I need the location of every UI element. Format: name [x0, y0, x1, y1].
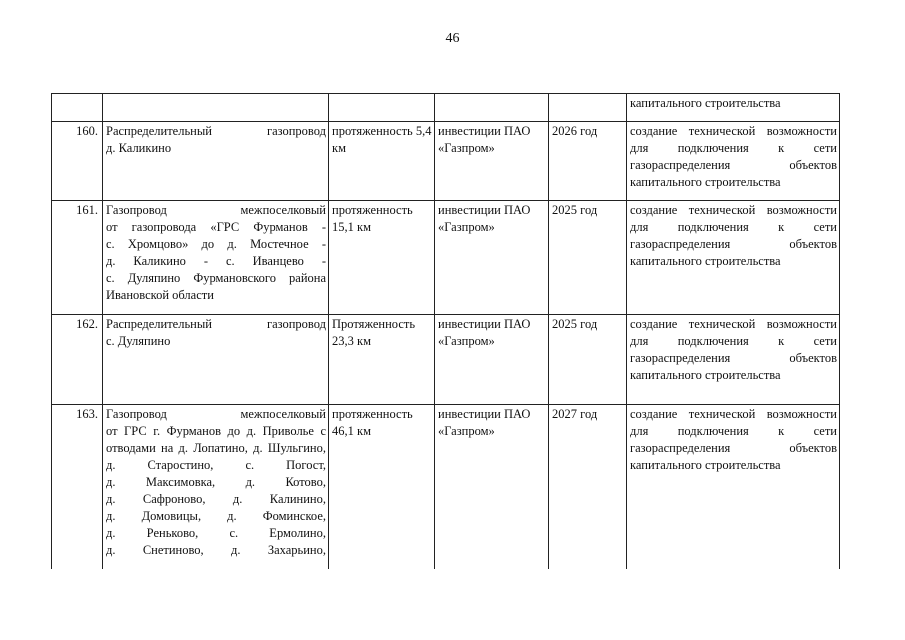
name-line: д. Каликино - с. Иванцево - — [106, 254, 326, 268]
name-line: отводами на д. Лопатино, д. Шульгино, — [106, 441, 326, 455]
result-line: для подключения к сети — [630, 334, 837, 348]
cell-result — [627, 201, 840, 315]
cell-name — [103, 405, 329, 569]
cell-name — [103, 94, 329, 122]
result-line: газораспределения объектов — [630, 441, 837, 455]
name-line: д. Каликино — [106, 141, 172, 155]
page-number: 46 — [445, 31, 460, 46]
row-number: 162. — [52, 315, 103, 405]
cell-name — [103, 315, 329, 405]
name-line: с. Дуляпино Фурмановского района — [106, 271, 326, 285]
name-line: д. Максимовка, д. Котово, — [106, 475, 326, 489]
cell-source: инвестиции ПАО «Газпром» — [435, 201, 549, 315]
name-line: с. Хромцово» до д. Мостечное - — [106, 237, 326, 251]
cell-name — [103, 122, 329, 201]
result-line: создание технической возможности — [630, 407, 837, 421]
table-row — [52, 201, 840, 315]
table-row — [52, 315, 840, 405]
cell-result — [627, 94, 840, 122]
cell-year: 2027 год — [549, 405, 627, 569]
result-line: создание технической возможности — [630, 317, 837, 331]
cell-source: инвестиции ПАО «Газпром» — [435, 405, 549, 569]
cell-year — [549, 94, 627, 122]
table-row-carryover — [52, 94, 840, 122]
result-line: для подключения к сети — [630, 141, 837, 155]
name-line: д. Сафроново, д. Калинино, — [106, 492, 326, 506]
cell-size — [329, 94, 435, 122]
result-text: капитального строительства — [630, 96, 781, 110]
gas-pipeline-table — [51, 93, 840, 569]
cell-result — [627, 405, 840, 569]
cell-size: Протяженность 23,3 км — [329, 315, 435, 405]
name-line: Распределительный газопровод — [106, 124, 326, 138]
cell-source — [435, 94, 549, 122]
name-line: д. Снетиново, д. Захарьино, — [106, 543, 326, 557]
cell-size: протяженность 46,1 км — [329, 405, 435, 569]
name-line: от ГРС г. Фурманов до д. Приволье с — [106, 424, 326, 438]
cell-source: инвестиции ПАО «Газпром» — [435, 122, 549, 201]
result-line: капитального строительства — [630, 175, 781, 189]
name-line: д. Реньково, с. Ермолино, — [106, 526, 326, 540]
result-line: для подключения к сети — [630, 220, 837, 234]
cell-num — [52, 94, 103, 122]
result-line: газораспределения объектов — [630, 158, 837, 172]
result-line: газораспределения объектов — [630, 351, 837, 365]
name-line: Ивановской области — [106, 288, 214, 302]
cell-year: 2025 год — [549, 201, 627, 315]
cell-result — [627, 315, 840, 405]
cell-source: инвестиции ПАО «Газпром» — [435, 315, 549, 405]
name-line: Распределительный газопровод — [106, 317, 326, 331]
result-line: создание технической возможности — [630, 124, 837, 138]
row-number: 163. — [52, 405, 103, 569]
cell-year: 2026 год — [549, 122, 627, 201]
result-line: капитального строительства — [630, 458, 781, 472]
cell-year: 2025 год — [549, 315, 627, 405]
name-line: Газопровод межпоселковый — [106, 203, 326, 217]
result-line: капитального строительства — [630, 254, 781, 268]
name-line: Газопровод межпоселковый — [106, 407, 326, 421]
table-row — [52, 122, 840, 201]
result-line: для подключения к сети — [630, 424, 837, 438]
cell-size: протяженность 15,1 км — [329, 201, 435, 315]
result-line: газораспределения объектов — [630, 237, 837, 251]
cell-result — [627, 122, 840, 201]
result-line: капитального строительства — [630, 368, 781, 382]
name-line: д. Старостино, с. Погост, — [106, 458, 326, 472]
name-line: с. Дуляпино — [106, 334, 171, 348]
cell-name — [103, 201, 329, 315]
row-number: 160. — [52, 122, 103, 201]
result-line: создание технической возможности — [630, 203, 837, 217]
table-row — [52, 405, 840, 569]
row-number: 161. — [52, 201, 103, 315]
cell-size: протяженность 5,4 км — [329, 122, 435, 201]
name-line: д. Домовицы, д. Фоминское, — [106, 509, 326, 523]
name-line: от газопровода «ГРС Фурманов - — [106, 220, 326, 234]
